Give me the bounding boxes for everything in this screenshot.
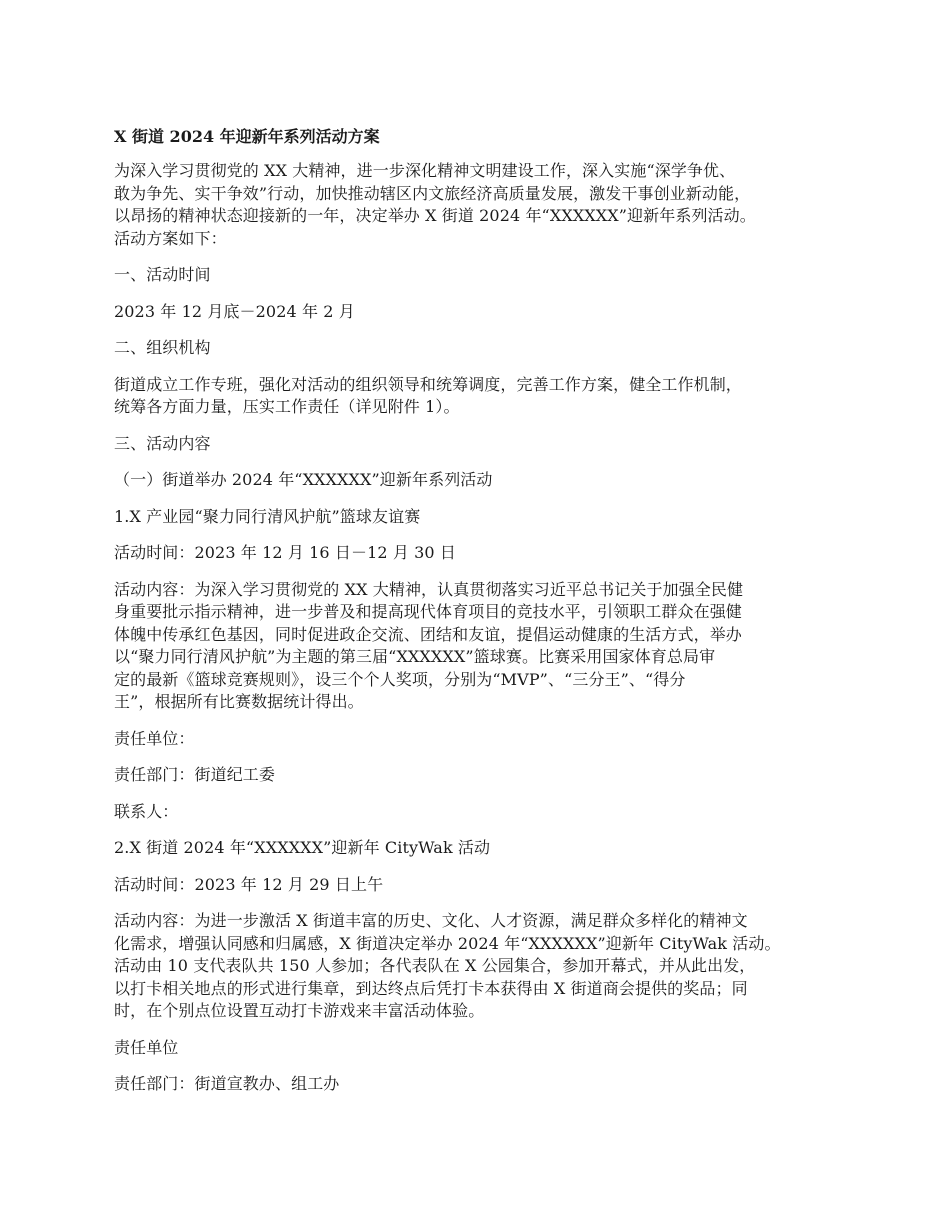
paragraph <box>114 542 854 565</box>
paragraph <box>114 337 854 360</box>
paragraph <box>114 301 854 324</box>
paragraph <box>114 1073 854 1096</box>
paragraph <box>114 1037 854 1060</box>
paragraph <box>114 728 854 751</box>
text-line: 活动内容：为进一步激活 X 街道丰富的历史、文化、人才资源，满足群众多样化的精神文 <box>114 911 748 930</box>
text-line: 联系人： <box>114 801 179 821</box>
text-line: 一、活动时间 <box>114 265 211 284</box>
text-line: 活动时间：2023 年 12 月 29 日上午 <box>114 874 384 894</box>
text-line: 2023 年 12 月底－2024 年 2 月 <box>114 301 355 321</box>
text-line: 时，在个别点位设置互动打卡游戏来丰富活动体验。 <box>114 1001 485 1020</box>
text-line: 以打卡相关地点的形式进行集章，到达终点后凭打卡本获得由 X 街道商会提供的奖品；同 <box>114 978 748 998</box>
paragraph <box>114 874 854 897</box>
text-line: 街道成立工作专班，强化对活动的组织领导和统筹调度，完善工作方案，健全工作机制， <box>114 374 742 394</box>
text-line: 敢为争先、实干争效”行动，加快推动辖区内文旅经济高质量发展，激发干事创业新动能， <box>114 183 751 203</box>
document-page <box>114 124 854 1110</box>
text-line: 王”，根据所有比赛数据统计得出。 <box>114 692 364 711</box>
paragraph <box>114 506 854 529</box>
text-line: （一）街道举办 2024 年“XXXXXX”迎新年系列活动 <box>114 470 493 489</box>
paragraph <box>114 801 854 824</box>
text-line: 二、组织机构 <box>114 338 211 357</box>
text-line: 活动时间：2023 年 12 月 16 日－12 月 30 日 <box>114 543 456 562</box>
text-line: 责任部门：街道宣教办、组工办 <box>114 1074 340 1093</box>
text-line: 三、活动内容 <box>114 433 211 453</box>
text-line: 1.X 产业园“聚力同行清风护航”篮球友谊赛 <box>114 506 421 526</box>
text-line: 活动由 10 支代表队共 150 人参加；各代表队在 X 公园集合，参加开幕式，并从此出发， <box>114 956 756 975</box>
document-title: X 街道 2024 年迎新年系列活动方案 <box>114 127 380 146</box>
paragraph <box>114 764 854 787</box>
paragraph <box>114 264 854 287</box>
text-line: 责任单位 <box>114 1037 179 1057</box>
text-line: 以昂扬的精神状态迎接新的一年，决定举办 X 街道 2024 年“XXXXXX”迎新年系列活动。 <box>114 206 756 225</box>
paragraph <box>114 374 854 419</box>
paragraph <box>114 837 854 860</box>
paragraph <box>114 160 854 250</box>
text-line: 活动内容：为深入学习贯彻党的 XX 大精神，认真贯彻落实习近平总书记关于加强全民健 <box>114 579 744 599</box>
text-line: 活动方案如下： <box>114 228 227 248</box>
text-line: 身重要批示指示精神，进一步普及和提高现代体育项目的竞技水平，引领职工群众在强健 <box>114 602 742 621</box>
document-body <box>114 160 854 1096</box>
text-line: 以“聚力同行清风护航”为主题的第三届“XXXXXX”篮球赛。比赛采用国家体育总局审 <box>114 647 716 666</box>
paragraph <box>114 433 854 456</box>
text-line: 2.X 街道 2024 年“XXXXXX”迎新年 CityWak 活动 <box>114 838 491 857</box>
text-line: 为深入学习贯彻党的 XX 大精神，进一步深化精神文明建设工作，深入实施“深学争优、 <box>114 161 736 180</box>
text-line: 定的最新《篮球竞赛规则》，设三个个人奖项，分别为“MVP”、“三分王”、“得分 <box>114 669 686 689</box>
text-line: 责任单位： <box>114 728 195 748</box>
paragraph <box>114 469 854 492</box>
paragraph <box>114 579 854 714</box>
paragraph <box>114 910 854 1023</box>
text-line: 体魄中传承红色基因，同时促进政企交流、团结和友谊，提倡运动健康的生活方式，举办 <box>114 624 742 644</box>
text-line: 化需求，增强认同感和归属感，X 街道决定举办 2024 年“XXXXXX”迎新年 CityWak 活动。 <box>114 933 781 953</box>
text-line: 统筹各方面力量，压实工作责任（详见附件 1）。 <box>114 397 460 416</box>
text-line: 责任部门：街道纪工委 <box>114 765 276 784</box>
